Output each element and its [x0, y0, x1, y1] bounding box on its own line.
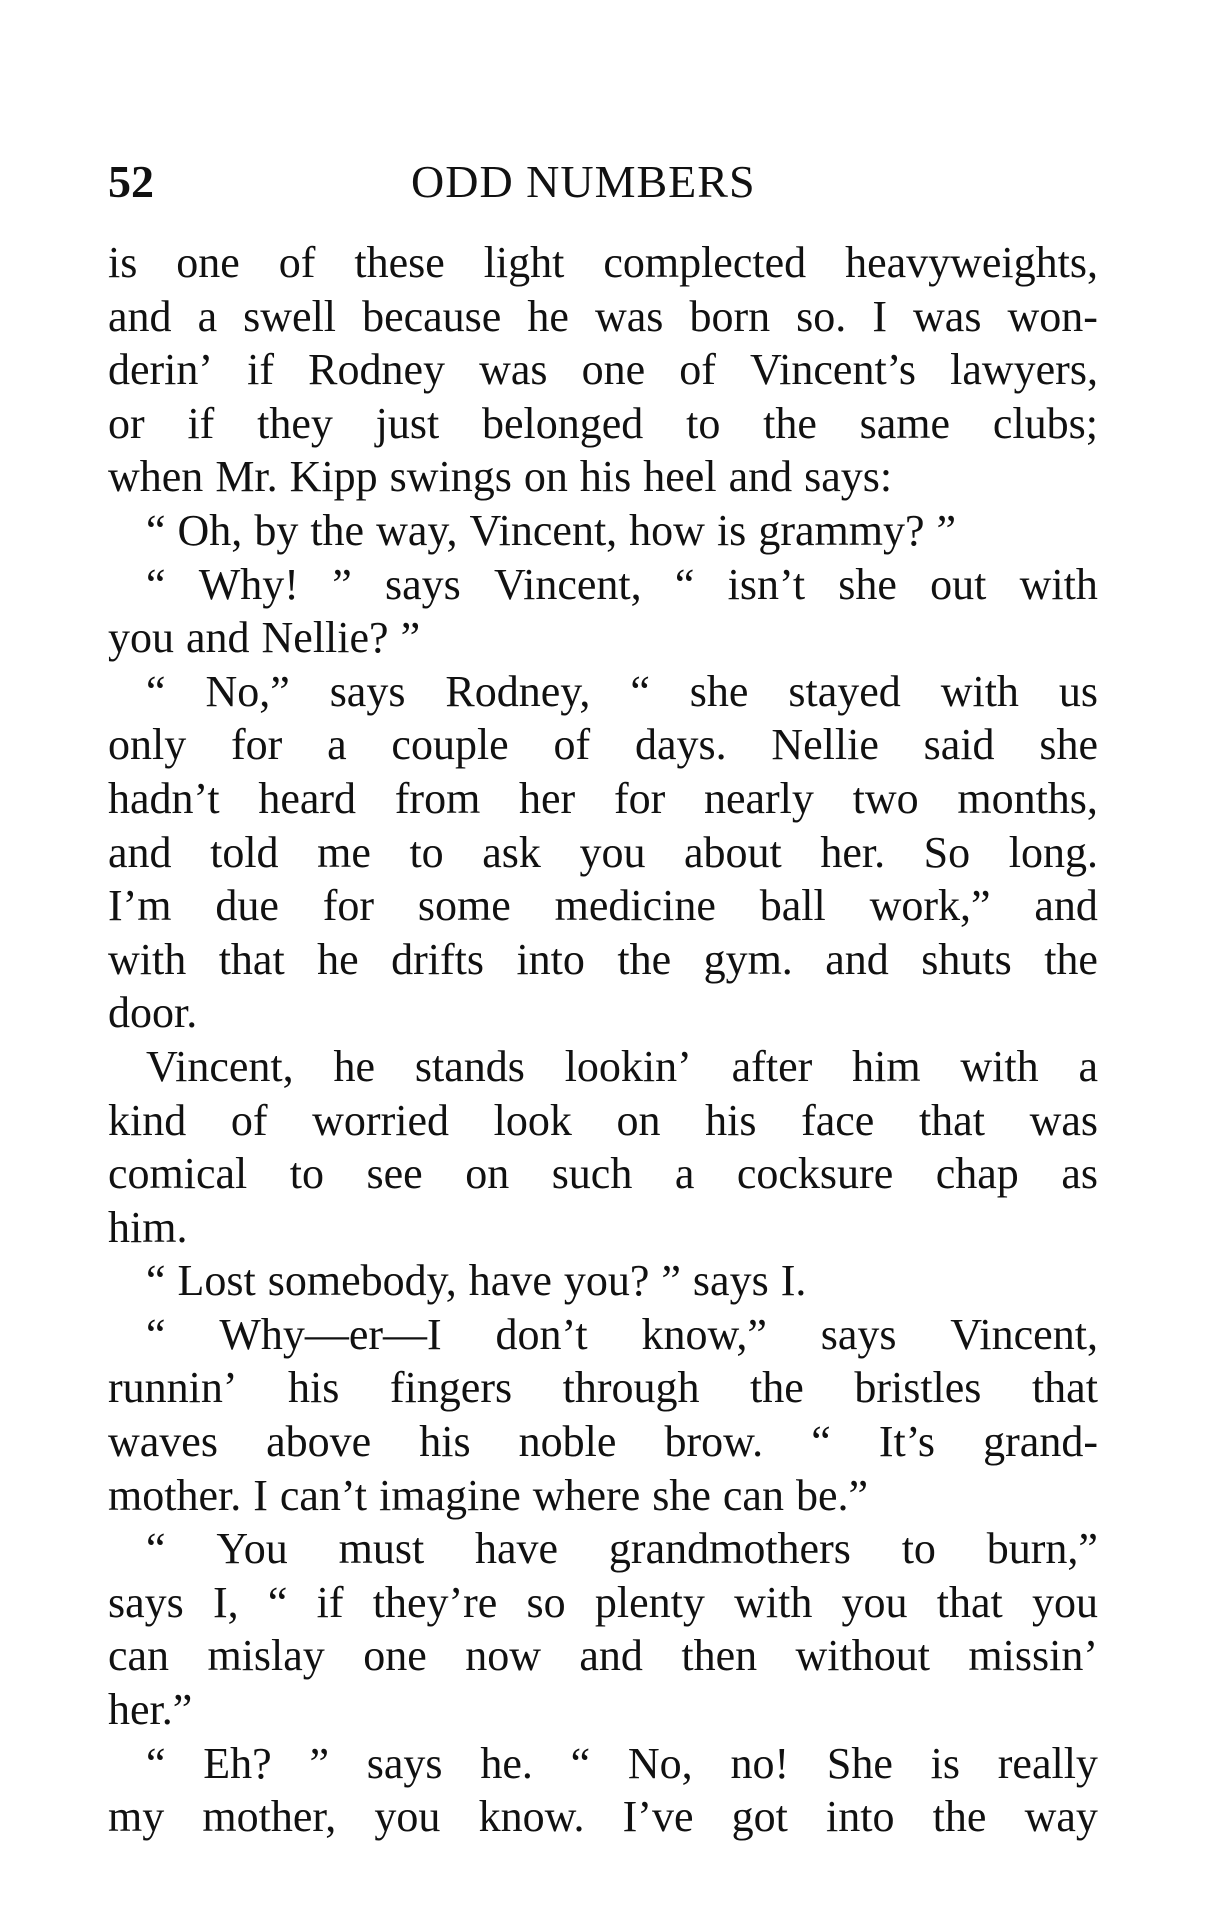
text-line: runnin’ his fingers through the bristles that — [108, 1363, 1098, 1413]
text-line: my mother, you know. I’ve got into the way — [108, 1792, 1098, 1842]
text-line: and a swell because he was born so. I was won- — [108, 291, 1098, 341]
text-line: with that he drifts into the gym. and shuts the — [108, 934, 1098, 984]
text-line: or if they just belonged to the same clubs; — [108, 398, 1098, 448]
text-line: “ Why! ” says Vincent, “ isn’t she out with — [146, 559, 1098, 609]
text-line: “ Lost somebody, have you? ” says I. — [146, 1256, 807, 1306]
text-line: and told me to ask you about her. So long. — [108, 827, 1098, 877]
text-line: I’m due for some medicine ball work,” and — [108, 881, 1098, 931]
text-line: comical to see on such a cocksure chap as — [108, 1149, 1098, 1199]
running-title: ODD NUMBERS — [411, 156, 756, 207]
text-line: can mislay one now and then without missin’ — [108, 1631, 1098, 1681]
text-line: waves above his noble brow. “ It’s grand- — [108, 1417, 1098, 1467]
text-line: Vincent, he stands lookin’ after him with a — [146, 1041, 1098, 1091]
text-line: “ No,” says Rodney, “ she stayed with us — [146, 666, 1098, 716]
text-line: kind of worried look on his face that was — [108, 1095, 1098, 1145]
text-line: you and Nellie? ” — [108, 613, 421, 663]
text-line: door. — [108, 988, 198, 1038]
text-line: only for a couple of days. Nellie said she — [108, 720, 1098, 770]
text-line: hadn’t heard from her for nearly two months, — [108, 773, 1098, 823]
text-line: “ Eh? ” says he. “ No, no! She is really — [146, 1738, 1098, 1788]
text-line: is one of these light complected heavyweights, — [108, 238, 1098, 287]
text-line: “ Oh, by the way, Vincent, how is grammy? ” — [146, 505, 957, 555]
running-head — [108, 152, 1108, 212]
text-line: derin’ if Rodney was one of Vincent’s lawyers, — [108, 345, 1098, 395]
text-line: “ You must have grandmothers to burn,” — [146, 1524, 1098, 1574]
text-line: “ Why—er—I don’t know,” says Vincent, — [146, 1309, 1098, 1359]
text-line: mother. I can’t imagine where she can be.” — [108, 1470, 869, 1520]
text-line: when Mr. Kipp swings on his heel and says: — [108, 452, 893, 502]
page-number: 52 — [108, 156, 154, 207]
text-line: says I, “ if they’re so plenty with you that you — [108, 1577, 1098, 1627]
text-line: her.” — [108, 1685, 193, 1735]
text-line: him. — [108, 1202, 188, 1252]
body-text — [108, 236, 1098, 1844]
